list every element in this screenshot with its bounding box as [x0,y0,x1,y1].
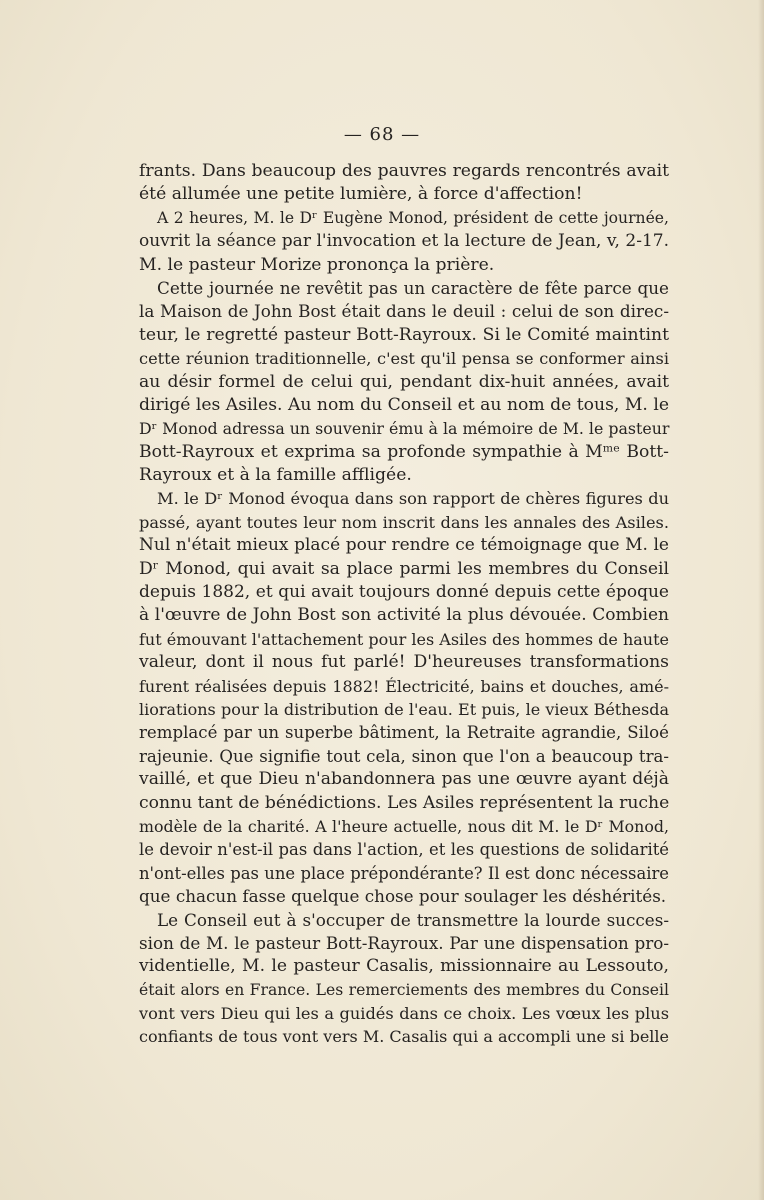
text-line: Cette journée ne revêtit pas un caractère de fête parce que [157,277,669,298]
text-line: le devoir n'est-il pas dans l'action, et les questions de solidarité [139,840,669,860]
page-edge-shadow [758,0,764,1200]
text-line: liorations pour la distribution de l'eau. Et puis, le vieux Béthesda [139,699,669,719]
page-number: — 68 — [343,124,421,145]
text-line: Nul n'était mieux placé pour rendre ce témoignage que M. le [139,535,669,556]
text-line: A 2 heures, M. le Dʳ Eugène Monod, président de cette journée, [157,208,669,227]
text-line: n'ont-elles pas une place prépondérante? Il est donc nécessaire [139,863,669,883]
text-line: Le Conseil eut à s'occuper de transmettre la lourde succes- [157,909,669,930]
text-line: sion de M. le pasteur Bott-Rayroux. Par une dispensation pro- [139,932,669,953]
text-line: M. le Dʳ Monod évoqua dans son rapport de chères figures du [157,489,669,509]
text-line: Rayroux et à la famille affligée. [139,465,412,486]
text-line: Dʳ Monod adressa un souvenir ému à la mémoire de M. le pasteur [139,419,670,439]
text-line: depuis 1882, et qui avait toujours donné depuis cette époque [139,582,669,603]
text-line: frants. Dans beaucoup des pauvres regards rencontrés avait [139,161,669,181]
text-line: vaillé, et que Dieu n'abandonnera pas une œuvre ayant déjà [139,769,669,790]
text-line: fut émouvant l'attachement pour les Asiles des hommes de haute [139,629,669,649]
text-line: connu tant de bénédictions. Les Asiles représentent la ruche [139,792,670,813]
text-line: valeur, dont il nous fut parlé! D'heureuses transformations [139,652,669,673]
text-line: au désir formel de celui qui, pendant dix-huit années, avait [139,371,669,392]
text-line: était alors en France. Les remerciements des membres du Conseil [139,980,669,999]
text-line: Dʳ Monod, qui avait sa place parmi les membres du Conseil [139,558,669,579]
text-line: vont vers Dieu qui les a guidés dans ce choix. Les vœux les plus [139,1004,669,1024]
text-line: passé, ayant toutes leur nom inscrit dans les annales des Asiles. [139,512,669,532]
body-text [139,160,669,1049]
text-line: été allumée une petite lumière, à force d'affection! [139,184,583,205]
text-line: videntielle, M. le pasteur Casalis, missionnaire au Lessouto, [139,956,669,977]
text-line: rajeunie. Que signifie tout cela, sinon que l'on a beaucoup tra- [139,746,669,766]
text-line: que chacun fasse quelque chose pour soulager les déshérités. [139,886,667,907]
text-line: dirigé les Asiles. Au nom du Conseil et au nom de tous, M. le [139,394,670,415]
text-line: Bott-Rayroux et exprima sa profonde sympathie à Mᵐᵉ Bott- [139,441,669,462]
text-line: la Maison de John Bost était dans le deuil : celui de son direc- [139,301,669,322]
text-line: teur, le regretté pasteur Bott-Rayroux. Si le Comité maintint [139,324,669,345]
text-line: à l'œuvre de John Bost son activité la plus dévouée. Combien [139,605,669,626]
text-line: furent réalisées depuis 1882! Électricité, bains et douches, amé- [139,676,669,696]
text-line: modèle de la charité. A l'heure actuelle, nous dit M. le Dʳ Monod, [139,816,669,836]
text-line: M. le pasteur Morize prononça la prière. [139,254,495,275]
text-line: remplacé par un superbe bâtiment, la Retraite agrandie, Siloé [139,723,669,743]
text-line: cette réunion traditionnelle, c'est qu'il pensa se conformer ainsi [139,349,669,369]
text-line: ouvrit la séance par l'invocation et la lecture de Jean, v, 2-17. [139,231,669,252]
text-line: confiants de tous vont vers M. Casalis qui a accompli une si belle [139,1027,669,1047]
